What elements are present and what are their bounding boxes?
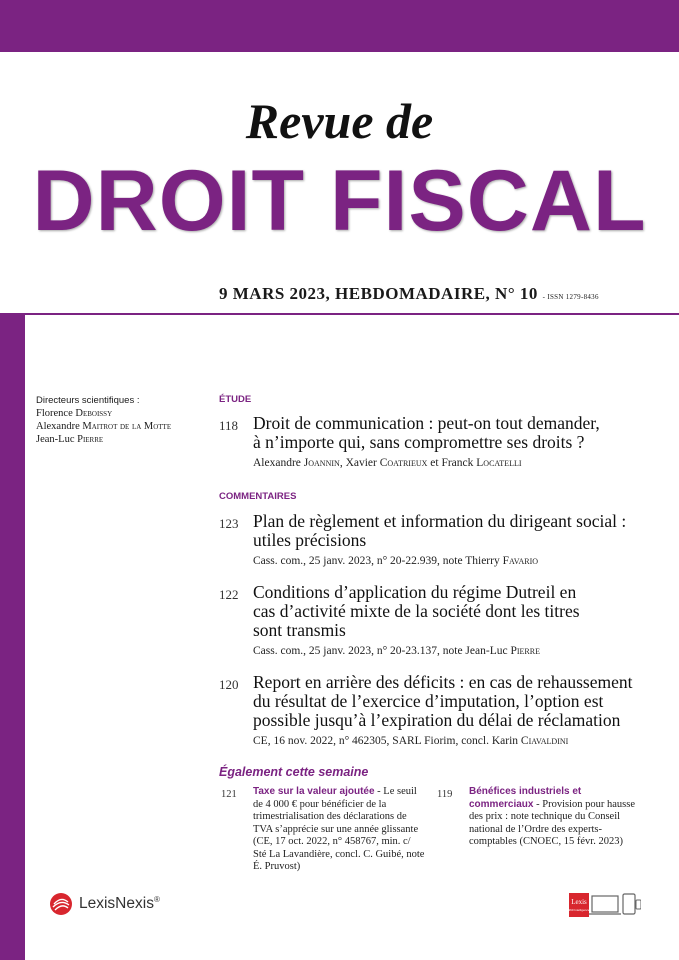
brief-number: 119 [437,789,453,800]
lexis360-devices-icon [569,890,641,923]
article-source: Cass. com., 25 janv. 2023, n° 20-22.939, note Thierry Favario [253,555,539,567]
lexis-badge-sublabel: 360 Intelligence [569,908,590,912]
section-commentaires-heading: COMMENTAIRES [219,491,297,502]
lexis-badge-label: Lexis [571,898,587,906]
also-this-week-heading: Également cette semaine [219,765,369,779]
issue-date: 9 MARS 2023, HEBDOMADAIRE, N° 10 [219,284,538,303]
article-number: 120 [219,677,239,692]
director-name: Alexandre Maitrot de la Motte [36,421,172,432]
article-number: 118 [219,418,239,433]
lexisnexis-swirl-icon [49,892,73,916]
section-etude-heading: ÉTUDE [219,394,252,405]
top-color-band [0,0,679,52]
article-number: 123 [219,516,239,531]
director-name: Jean-Luc Pierre [36,434,104,445]
article-source: CE, 16 nov. 2022, n° 462305, SARL Fiorim, concl. Karin Ciavaldini [253,735,569,747]
header-divider [25,313,679,315]
left-color-band [0,313,25,960]
scientific-directors [36,394,171,446]
brief-item[interactable]: Bénéfices industriels et commerciaux - Provision pour hausse des prix : note technique du Conseil national de l’Ordre des experts-comptables (CNOEC, 15 févr. 2023) [469,786,635,847]
article-title[interactable]: Plan de règlement et information du dirigeant social : utiles précisions [253,511,627,550]
article-title[interactable]: Droit de communication : peut-on tout demander, à n’importe qui, sans compromettre ses droits ? [253,413,600,452]
director-name: Florence Deboissy [36,408,113,419]
issue-line [219,284,599,304]
article-source: Cass. com., 25 janv. 2023, n° 20-23.137, note Jean-Luc Pierre [253,645,540,657]
article-number: 122 [219,587,239,602]
directors-label: Directeurs scientifiques : [36,395,140,406]
article-authors: Alexandre Joannin, Xavier Coatrieux et Franck Locatelli [253,457,522,469]
masthead-title: DROIT FISCAL [32,153,647,249]
issn: - ISSN 1279-8436 [542,293,599,301]
brief-item[interactable]: Taxe sur la valeur ajoutée - Le seuil de 4 000 € pour bénéficier de la trimestrialisation des déclarations de TVA s’apprécie sur une année glissante (CE, 17 oct. 2022, n° 458767, min. c/ Sté La Lavandière, concl. C. Guibé, note É. Pruvost) [253,786,425,872]
brief-number: 121 [221,789,237,800]
lexisnexis-logo: LexisNexis® [49,892,160,916]
article-title[interactable]: Report en arrière des déficits : en cas de rehaussement du résultat de l’exercice d’imputation, l’option est possible jusqu’à l’expiration du délai de réclamation [253,672,633,730]
masthead-revue-de: Revue de [245,93,434,149]
article-title[interactable]: Conditions d’application du régime Dutreil en cas d’activité mixte de la société dont les titres sont transmis [253,582,580,640]
